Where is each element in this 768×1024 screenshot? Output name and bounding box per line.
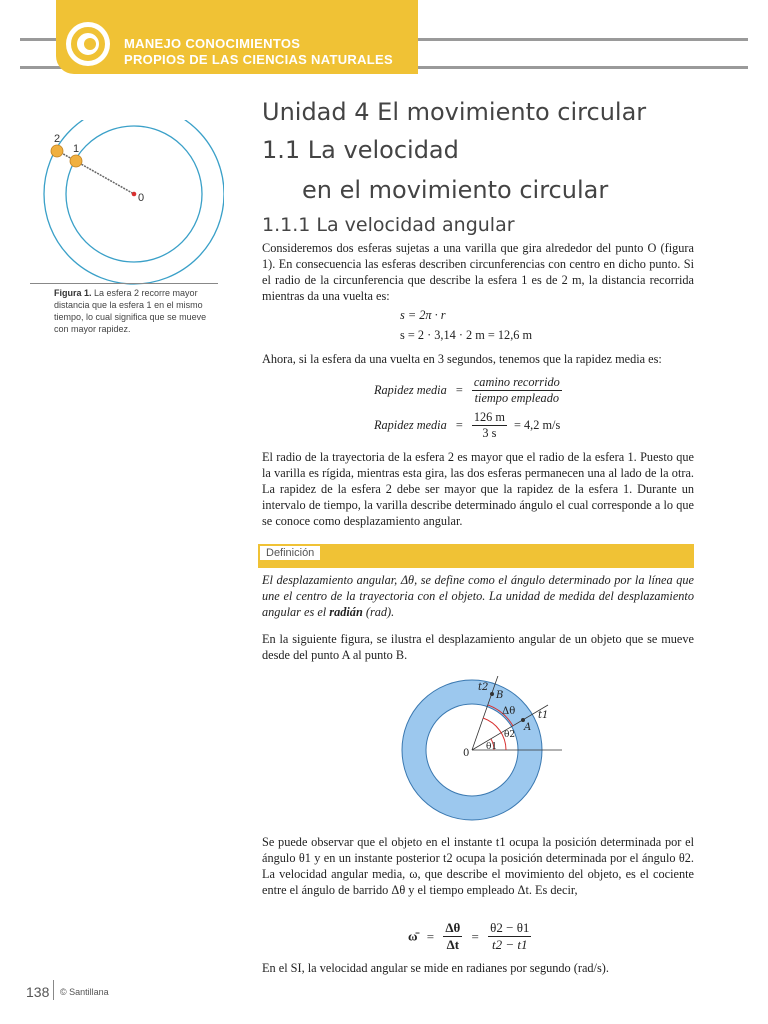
equation-5: ω̄ = $\frac{\Delta\theta}{\Delta t}$ = $\frac{\theta 2 - \theta 1}{t2 - t1}$ [408,920,530,952]
eq4-lhs: Rapidez media [374,418,447,432]
fig1-label-2: 2 [54,133,61,145]
eq4-rhs: = 4,2 m/s [514,418,561,432]
publisher-credit: © Santillana [60,987,109,997]
eq5-denominator-1: Δt [446,937,460,952]
header-title [124,36,393,68]
fig2-label-theta1: θ1 [486,742,498,752]
equation-2: s = 2 · 3,14 · 2 m = 12,6 m [400,328,533,342]
eq3-lhs: Rapidez media [374,383,447,397]
figure-1 [34,120,224,286]
fig2-label-t2: t2 [478,682,489,693]
fig1-label-1: 1 [73,143,80,155]
caption-text: La esfera 2 recorre mayor distancia que la esfera 1 en el mismo tiempo, lo cual significa que se mueve con mayor rapidez. [54,288,207,334]
eq4-numerator: 126 m [473,410,505,424]
section-heading-line1: 1.1 La velocidad [262,136,459,164]
definition-text-b: (rad). [362,605,395,619]
equation-4: Rapidez media = $\frac{126 m}{3 s}$ = 4,2 m/s [374,410,561,440]
footer-separator [53,980,54,1000]
paragraph-4: En la siguiente figura, se ilustra el desplazamiento angular de un objeto que se mueve desde del punto A al punto B. [262,632,694,662]
subsection-heading: 1.1.1 La velocidad angular [262,214,515,236]
paragraph-3: El radio de la trayectoria de la esfera 2 es mayor que el radio de la esfera 1. Puesto que la varilla es rígida, mientras esta gira, las dos esferas permanecen una al lado de la otra. La rapidez de la esfera 2 debe ser mayor que la rapidez de la esfera 1. Durante un intervalo de tiempo, la varilla describe determinado ángulo el cual corresponde a lo que se conoce como desplazamiento angular. [262,450,694,528]
eq4-denominator: 3 s [482,426,497,440]
header-title-line1: MANEJO CONOCIMIENTOS [124,36,301,51]
eq3-numerator: camino recorrido [473,375,560,389]
fig2-label-origin: 0 [463,748,470,759]
header-title-line2: PROPIOS DE LAS CIENCIAS NATURALES [124,52,393,67]
figure-1-caption [54,287,222,335]
eq5-numerator-1: Δθ [445,920,461,935]
paragraph-2: Ahora, si la esfera da una vuelta en 3 segundos, tenemos que la rapidez media es: [262,352,662,366]
eq5-numerator-2: θ2 − θ1 [490,920,530,935]
page-number: 138 [26,984,50,1000]
caption-label: Figura 1. [54,288,92,298]
fig2-label-theta2: θ2 [504,730,516,740]
definition-text-bold: radián [329,605,363,619]
figure-1-rule [30,283,218,284]
paragraph-6: En el SI, la velocidad angular se mide en radianes por segundo (rad/s). [262,961,609,975]
equation-3: Rapidez media = $\frac{\text{camino recorrido}}{\text{tiempo empleado}}$ [374,375,560,405]
eq5-denominator-2: t2 − t1 [492,937,528,952]
paragraph-5: Se puede observar que el objeto en el instante t1 ocupa la posición determinada por el ángulo θ1 y en un instante posterior t2 ocupa la posición determinada por el ángulo θ2. La velocidad angular media, ω, que describe el movimiento del objeto, es el cociente entre el ángulo de barrido Δθ y el tiempo empleado Δt. Es decir, [262,835,694,897]
definition-bar [258,544,694,568]
definition-text [262,572,694,620]
section-logo-icon [66,22,110,66]
eq3-denominator: tiempo empleado [474,391,559,405]
definition-label: Definición [260,546,320,560]
fig1-label-0: 0 [138,192,145,204]
fig2-label-t1: t1 [538,710,549,721]
definition-text-a: El desplazamiento angular, Δθ, se define como el ángulo determinado por la línea que une el centro de la trayectoria con el objeto. La unidad de medida del desplazamiento angular es el [262,573,694,619]
eq5-lhs: ω̄ [408,928,418,944]
figure-2 [400,676,570,822]
fig2-label-A: A [524,722,532,733]
equation-1: s = 2π · r [400,308,446,322]
unit-heading: Unidad 4 El movimiento circular [262,98,647,126]
fig2-label-dtheta: Δθ [502,706,516,717]
fig2-label-B: B [496,690,504,701]
section-heading-line2: en el movimiento circular [302,176,609,204]
paragraph-1: Consideremos dos esferas sujetas a una varilla que gira alrededor del punto O (figura 1). En consecuencia las esferas describen circunferencias con centro en dicho punto. Si el radio de la circunferencia que describe la esfera 1 es de 2 m, la distancia recorrida mientras da una vuelta es: [262,241,694,303]
